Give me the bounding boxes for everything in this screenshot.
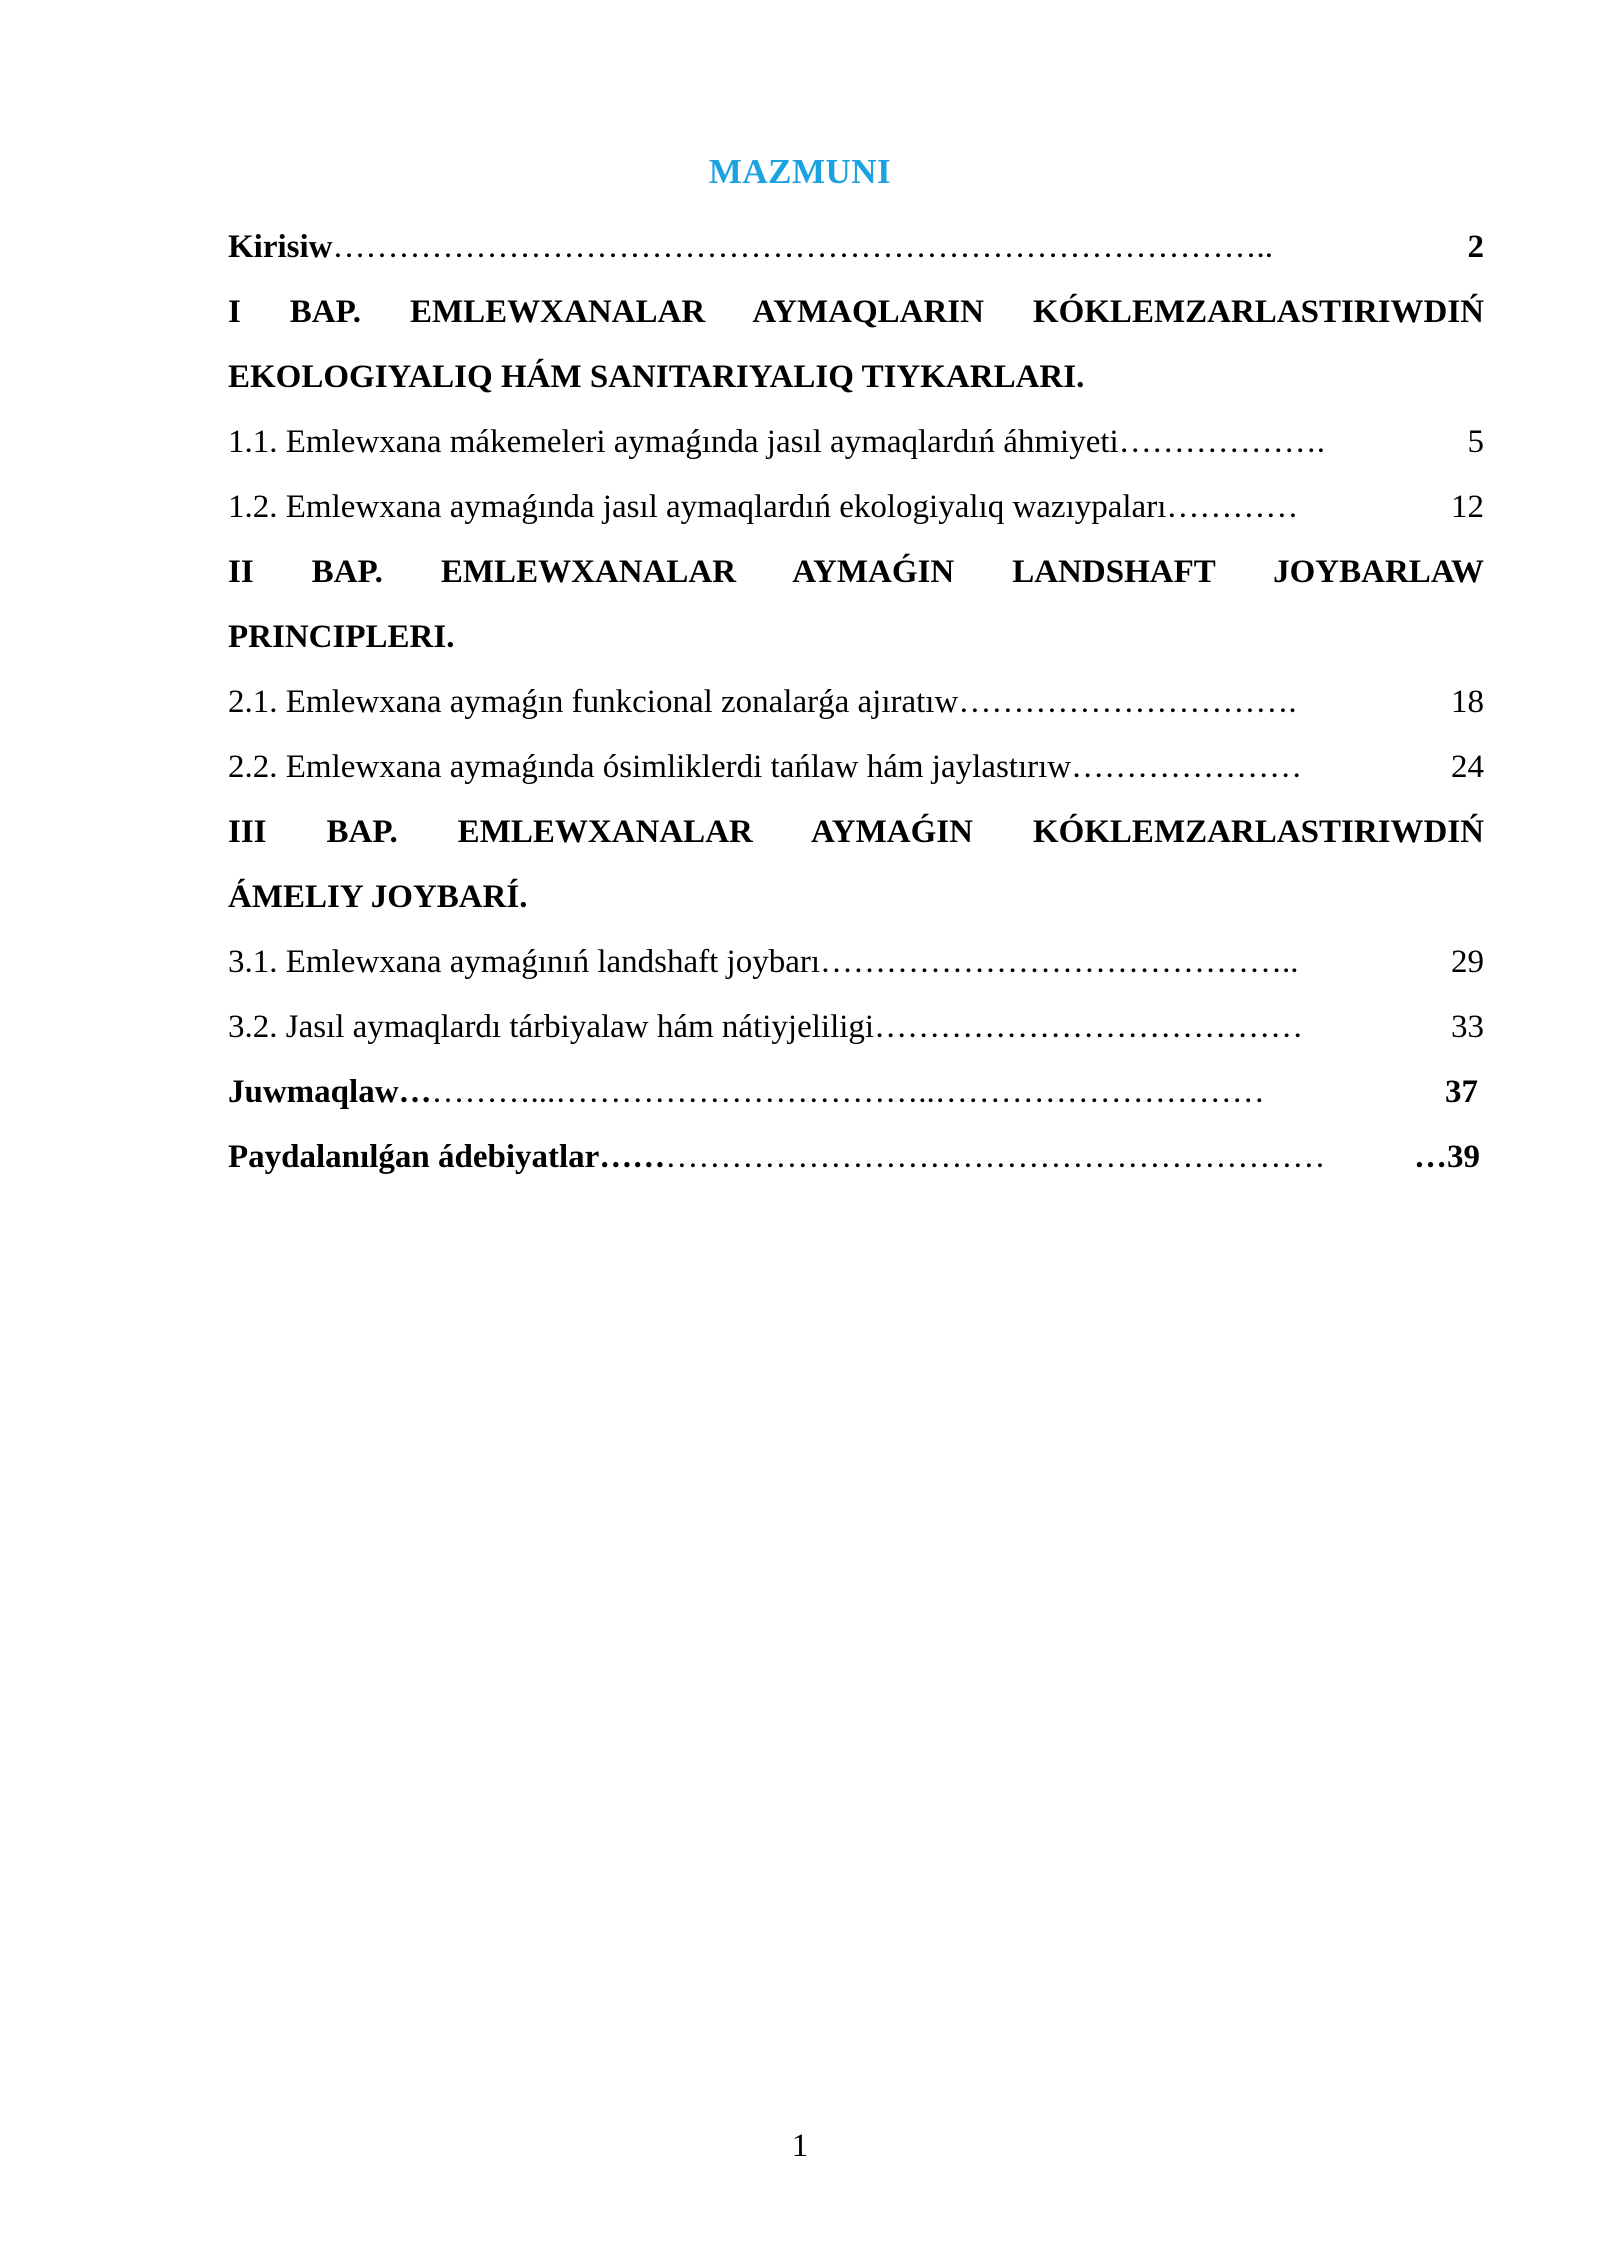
toc-page-number: 33 — [1451, 1009, 1484, 1045]
toc-entry-2-1[interactable] — [228, 670, 1484, 735]
toc-page-number: 2 — [1467, 229, 1484, 265]
toc-entry-label: 3.2. Jasıl aymaqlardı tárbiyalaw hám nátiyjeliligi — [228, 1009, 875, 1045]
toc-page-number: 18 — [1451, 684, 1484, 720]
toc-leader-dots: ………………… — [1071, 749, 1303, 785]
toc-page-number: 5 — [1467, 424, 1484, 460]
table-of-contents — [228, 215, 1484, 1190]
toc-chapter-3-line-2[interactable]: ÁMELIY JOYBARÍ. — [228, 879, 528, 915]
toc-entry-label: Juwmaqlaw… — [228, 1074, 432, 1110]
toc-chapter-2-line-2[interactable]: PRINCIPLERI. — [228, 619, 455, 655]
toc-entry-label: 1.1. Emlewxana mákemeleri aymaǵında jasıl aymaqlardıń áhmiyeti — [228, 424, 1119, 460]
toc-leader-dots: …………………………………………………… — [665, 1139, 1326, 1175]
toc-entry-1-1[interactable] — [228, 410, 1484, 475]
toc-page-number: …39 — [1414, 1139, 1480, 1175]
toc-page-number: 37 — [1445, 1074, 1478, 1110]
toc-entry-conclusion[interactable] — [228, 1060, 1478, 1125]
toc-leader-dots: ………… — [1166, 489, 1299, 525]
toc-entry-label: Kirisiw — [228, 229, 333, 265]
toc-entry-3-1[interactable] — [228, 930, 1484, 995]
toc-entry-references[interactable] — [228, 1125, 1480, 1190]
toc-entry-label: 1.2. Emlewxana aymaǵında jasıl aymaqlardıń ekologiyalıq wazıypaları — [228, 489, 1167, 525]
toc-entry-3-2[interactable] — [228, 995, 1484, 1060]
toc-entry-label: 3.1. Emlewxana aymaǵınıń landshaft joybarı — [228, 944, 821, 980]
toc-entry-label: Paydalanılǵan ádebiyatlar…… — [228, 1139, 666, 1175]
toc-entry-label: 2.1. Emlewxana aymaǵın funkcional zonalarǵa ajıratıw — [228, 684, 959, 720]
toc-leader-dots: …………………………. — [958, 684, 1297, 720]
page-number: 1 — [791, 2128, 809, 2164]
toc-leader-dots: ………………. — [1118, 424, 1325, 460]
toc-leader-dots: ………………………………………………………………………….. — [332, 229, 1273, 265]
toc-chapter-1-line-2[interactable]: EKOLOGIYALIQ HÁM SANITARIYALIQ TIYKARLARI. — [228, 359, 1085, 395]
toc-leader-dots: ………...……………………………..………………………… — [431, 1074, 1265, 1110]
toc-chapter-3-line-1[interactable]: III BAP. EMLEWXANALAR AYMAǴIN KÓKLEMZARLASTIRIWDIŃ — [228, 814, 1484, 850]
toc-page-number: 24 — [1451, 749, 1484, 785]
toc-title: MAZMUNI — [708, 152, 892, 191]
toc-page-number: 12 — [1451, 489, 1484, 525]
toc-entry-label: 2.2. Emlewxana aymaǵında ósimliklerdi tańlaw hám jaylastırıw — [228, 749, 1072, 785]
toc-leader-dots: …………………………………….. — [820, 944, 1299, 980]
toc-entry-intro[interactable] — [228, 215, 1484, 280]
toc-entry-1-2[interactable] — [228, 475, 1484, 540]
toc-page-number: 29 — [1451, 944, 1484, 980]
toc-leader-dots: ………………………………… — [874, 1009, 1304, 1045]
toc-entry-2-2[interactable] — [228, 735, 1484, 800]
toc-chapter-2-line-1[interactable]: II BAP. EMLEWXANALAR AYMAǴIN LANDSHAFT JOYBARLAW — [228, 554, 1484, 590]
toc-chapter-1-line-1[interactable]: I BAP. EMLEWXANALAR AYMAQLARIN KÓKLEMZARLASTIRIWDIŃ — [228, 294, 1484, 330]
